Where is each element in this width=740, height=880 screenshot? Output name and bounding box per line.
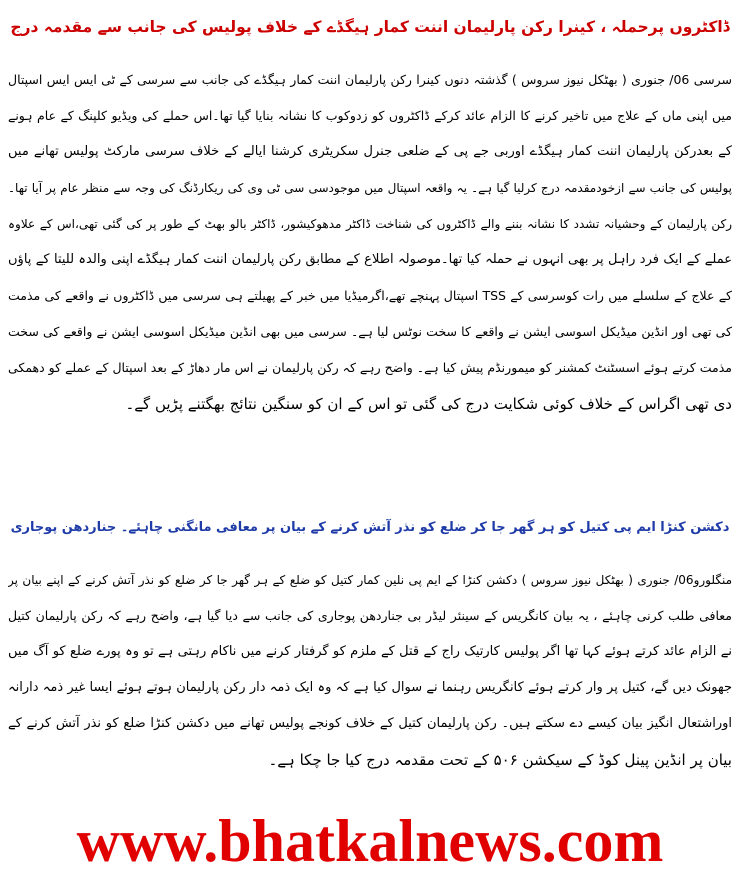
story-line: کے علاج کے سلسلے میں رات کوسرسی کے TSS اسپتال پہنچے تھے،اگرمیڈیا میں خبر کے پھیلتے ہی سرسی میں ڈاکٹروں نے واقعے کی مذمت bbox=[8, 288, 732, 303]
story-line: مذمت کرتے ہوئے اسسٹنٹ کمشنر کو میمورنڈم پیش کیا ہے۔ واضح رہے کہ رکن پارلیمان نے اس مار دھاڑ کے بعد اسپتال کے عملے کو دھمکی bbox=[8, 360, 732, 375]
story-line: معافی طلب کرنی چاہئے ، یہ بیان کانگریس کے سینئر لیڈر بی جناردھن پوجاری کی جانب سے دیا گیا ہے، واضح رہے کہ رکن پارلیمان کتیل bbox=[8, 608, 732, 623]
website-url: www.bhatkalnews.com bbox=[76, 808, 664, 874]
headline-doctors-attack: ڈاکٹروں پرحملہ ، کینرا رکن پارلیمان اننت کمار ہیگڈے کے خلاف پولیس کی جانب سے مقدمہ درج bbox=[10, 18, 730, 36]
story-line: اوراشتعال انگیز بیان کیسے دے سکتے ہیں۔ رکن پارلیمان کتیل کے خلاف کونجے پولیس تھانے میں دکشن کنڑا ضلع کو نذر آتش کرنے کے bbox=[8, 716, 732, 731]
story-line: عملے کے ایک فرد راہل پر بھی انہوں نے حملہ کیا تھا۔موصولہ اطلاع کے مطابق رکن پارلیمان اننت کمار ہیگڈے اپنی والدہ للیتا کے پاؤں bbox=[8, 252, 732, 267]
story-line: کی تھی اور انڈین میڈیکل اسوسی ایشن نے واقعے کا سخت نوٹس لیا ہے۔ سرسی میں بھی انڈین میڈیکل اسوسی ایشن نے واقعے کی سخت bbox=[8, 324, 732, 339]
story-line: منگلورو06/ جنوری ( بھٹکل نیوز سروس ) دکشن کنڑا کے ایم پی نلین کمار کتیل کو ضلع کے ہر گھر جا کر ضلع کو نذر آتش کرنے کے اپنے بیان پر bbox=[8, 573, 732, 587]
story-line: میں اپنی ماں کے علاج میں تاخیر کرنے کا الزام عائد کرکے ڈاکٹروں کو زدوکوب کا نشانہ بنایا گیا تھا۔اس حملے کی ویڈیو کلپنگ کے عام ہونے bbox=[8, 108, 732, 123]
story-line: بیان پر انڈین پینل کوڈ کے سیکشن ۵۰۶ کے تحت مقدمہ درج کیا جا چکا ہے۔ bbox=[268, 751, 732, 769]
story-line: رکن پارلیمان کے وحشیانہ تشدد کا نشانہ بننے والے ڈاکٹروں کی شناخت ڈاکٹر مدھوکیشور، ڈاکٹر بالو بھٹ کے طور پر کی گئی تھی،اس کے علاوہ bbox=[8, 217, 732, 231]
story-line: نے الزام عائد کرتے ہوئے کہا تھا اگر پولیس کارتیک راج کے قتل کے ملزم کو گرفتار کرنے میں ناکام رہتی ہے تو وہ پورے ضلع کو آگ میں bbox=[8, 644, 732, 659]
story-line: دی تھی اگراس کے خلاف کوئی شکایت درج کی گئی تو اس کے ان کو سنگین نتائج بھگتنے پڑیں گے۔ bbox=[125, 395, 732, 413]
story-kateel-apology bbox=[8, 562, 732, 778]
story-line: کے بعدرکن پارلیمان اننت کمار ہیگڈے اوربی جے پی کے ضلعی جنرل سکریٹری کرشنا ایالے کے خلاف سرسی مارکٹ پولیس تھانے میں bbox=[8, 144, 732, 159]
story-line: سرسی 06/ جنوری ( بھٹکل نیوز سروس ) گذشتہ دنوں کینرا رکن پارلیمان اننت کمار ہیگڈے کی جانب سے سرسی کے ٹی ایس ایس اسپتال bbox=[8, 72, 732, 87]
story-line: پولیس کی جانب سے ازخودمقدمہ درج کرلیا گیا ہے۔ یہ واقعہ اسپتال میں موجودسی سی ٹی وی کی ریکارڈنگ کی وجہ سے منظر عام پر آیا تھا۔ bbox=[8, 181, 732, 195]
headline-kateel-apology: دکشن کنڑا ایم پی کتیل کو ہر گھر جا کر ضلع کو نذر آتش کرنے کے بیان پر معافی مانگنی چاہئے۔ جناردھن پوجاری bbox=[10, 520, 730, 535]
story-line: جھونک دیں گے، کتیل پر وار کرتے ہوئے کانگریس رہنما نے سوال کیا ہے کہ وہ ایک ذمہ دار رکن پارلیمان ہوتے ہوئے ایسا غیر ذمہ دارانہ bbox=[8, 680, 732, 695]
story-doctors-attack bbox=[8, 62, 732, 422]
